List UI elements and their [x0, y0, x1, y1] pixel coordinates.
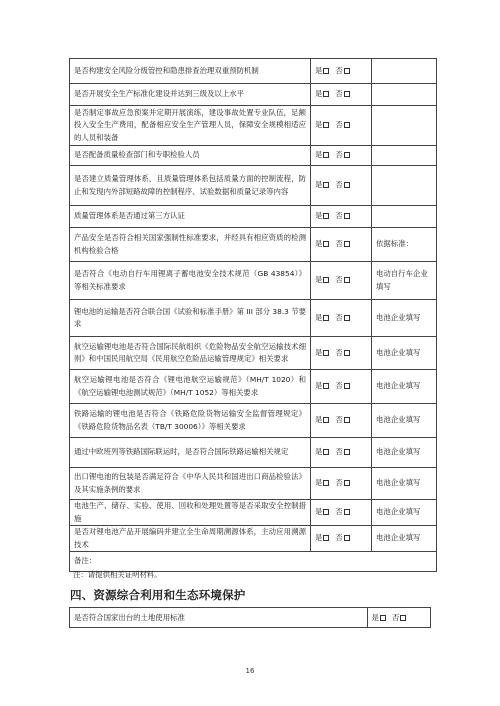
yes-no-choice — [367, 608, 430, 628]
no-label: 否 — [335, 447, 343, 457]
checklist-row — [70, 404, 437, 438]
checklist-row — [70, 438, 437, 468]
checklist-row — [70, 146, 437, 166]
question-cell: 是否制定事故应急预案并定期开展演练，建设事故处置专业队伍，足额投入安全生产费用，配备相应安全生产管理人员，保障安全规模相适应的人员和装备 — [70, 106, 311, 146]
yes-checkbox[interactable] — [323, 122, 329, 128]
note-cell: 电动自行车企业填写 — [372, 262, 437, 300]
no-label: 否 — [335, 347, 343, 357]
checklist-row — [70, 370, 437, 404]
note-cell: 电池企业填写 — [372, 468, 437, 500]
yes-no-choice — [311, 206, 372, 228]
yes-checkbox[interactable] — [323, 535, 329, 541]
no-checkbox[interactable] — [344, 350, 350, 356]
note-cell — [372, 84, 437, 106]
note-cell: 依据标准： — [372, 228, 437, 262]
checklist-row — [70, 106, 437, 146]
checklist-row — [70, 300, 437, 337]
question-cell: 是否对锂电池产品开展编码并建立全生命周期溯源体系，主动应用溯源技术 — [70, 526, 311, 552]
yes-checkbox[interactable] — [323, 241, 329, 247]
note-cell — [372, 59, 437, 84]
note-cell: 电池企业填写 — [372, 370, 437, 404]
note-cell — [372, 106, 437, 146]
note-cell: 电池企业填写 — [372, 526, 437, 552]
note-cell: 电池企业填写 — [372, 337, 437, 370]
page-number: 16 — [245, 667, 255, 675]
no-checkbox[interactable] — [344, 383, 350, 389]
no-checkbox[interactable] — [344, 213, 350, 219]
no-label: 否 — [335, 120, 343, 130]
yes-label: 是 — [315, 239, 323, 249]
yes-no-choice — [311, 370, 372, 404]
question-cell: 产品安全是否符合相关国家强制性标准要求，并经具有相应资质的检测机构检验合格 — [70, 228, 311, 262]
yes-label: 是 — [315, 150, 323, 160]
question-cell: 是否建立质量管理体系，且质量管理体系包括质量方面的控制流程，防止和发现内外部短路故障的控制程序、试验数据和质量记录等内容 — [70, 166, 311, 206]
no-label: 否 — [335, 89, 343, 99]
note-cell — [372, 166, 437, 206]
question-cell: 是否配备质量检查部门和专职检验人员 — [70, 146, 311, 166]
question-cell: 是否构建安全风险分级管控和隐患排查治理双重预防机制 — [70, 59, 311, 84]
note-cell: 电池企业填写 — [372, 404, 437, 438]
no-checkbox[interactable] — [344, 122, 350, 128]
note-cell — [372, 146, 437, 166]
yes-no-choice — [311, 404, 372, 438]
yes-checkbox[interactable] — [323, 509, 329, 515]
yes-label: 是 — [315, 275, 323, 285]
checklist-table — [69, 58, 437, 572]
no-checkbox[interactable] — [344, 277, 350, 283]
no-label: 否 — [335, 415, 343, 425]
no-checkbox[interactable] — [344, 535, 350, 541]
checklist-row — [70, 500, 437, 526]
land-use-table — [69, 607, 431, 628]
yes-no-choice — [311, 146, 372, 166]
checklist-row — [70, 262, 437, 300]
checklist-row — [70, 206, 437, 228]
yes-no-choice — [311, 166, 372, 206]
yes-label: 是 — [315, 415, 323, 425]
question-cell: 锂电池的运输是否符合联合国《试验和标准手册》第 III 部分 38.3 节要求 — [70, 300, 311, 337]
yes-no-choice — [311, 438, 372, 468]
question-cell: 铁路运输的锂电池是否符合《铁路危险货物运输安全监督管理规定》《铁路危险货物品名表（TB/T 30006）》等相关要求 — [70, 404, 311, 438]
yes-label: 是 — [315, 180, 323, 190]
question-cell: 是否开展安全生产标准化建设并达到三级及以上水平 — [70, 84, 311, 106]
yes-label: 是 — [315, 312, 323, 322]
land-row — [70, 608, 431, 628]
yes-checkbox[interactable] — [323, 350, 329, 356]
yes-no-choice — [311, 337, 372, 370]
no-checkbox[interactable] — [344, 417, 350, 423]
question-cell: 质量管理体系是否通过第三方认证 — [70, 206, 311, 228]
no-label: 否 — [335, 65, 343, 75]
yes-label: 是 — [371, 613, 379, 622]
yes-no-choice — [311, 500, 372, 526]
yes-no-choice — [311, 228, 372, 262]
yes-no-choice — [311, 84, 372, 106]
no-label: 否 — [335, 507, 343, 517]
question-cell: 电池生产、储存、实验、使用、回收和处理处置等是否采取安全控制措施 — [70, 500, 311, 526]
no-checkbox[interactable] — [344, 449, 350, 455]
yes-no-choice — [311, 106, 372, 146]
yes-label: 是 — [315, 507, 323, 517]
yes-label: 是 — [315, 65, 323, 75]
yes-label: 是 — [315, 478, 323, 488]
yes-no-choice — [311, 468, 372, 500]
yes-checkbox[interactable] — [323, 68, 329, 74]
question-cell: 航空运输锂电池是否符合国际民航组织《危险物品安全航空运输技术细则》和中国民用航空局《民用航空危险品运输管理规定》相关要求 — [70, 337, 311, 370]
yes-label: 是 — [315, 89, 323, 99]
no-label: 否 — [335, 239, 343, 249]
question-cell: 航空运输锂电池是否符合《锂电池航空运输规范》（MH/T 1020）和《航空运输锂电池测试规范》（MH/T 1052）等相关要求 — [70, 370, 311, 404]
yes-label: 是 — [315, 120, 323, 130]
yes-no-choice — [311, 262, 372, 300]
checklist-row — [70, 526, 437, 552]
yes-checkbox[interactable] — [323, 91, 329, 97]
yes-checkbox[interactable] — [323, 213, 329, 219]
yes-checkbox[interactable] — [323, 315, 329, 321]
yes-checkbox[interactable] — [380, 615, 386, 621]
yes-no-choice — [311, 59, 372, 84]
yes-checkbox[interactable] — [323, 449, 329, 455]
no-checkbox[interactable] — [344, 91, 350, 97]
no-checkbox[interactable] — [344, 182, 350, 188]
question-cell: 通过中欧班列等铁路国际联运时，是否符合国际铁路运输相关规定 — [70, 438, 311, 468]
no-checkbox[interactable] — [344, 509, 350, 515]
no-label: 否 — [391, 613, 400, 622]
yes-label: 是 — [315, 347, 323, 357]
no-label: 否 — [335, 180, 343, 190]
no-checkbox[interactable] — [400, 615, 406, 621]
yes-no-choice — [311, 300, 372, 337]
no-label: 否 — [335, 381, 343, 391]
note-cell: 电池企业填写 — [372, 438, 437, 468]
question-cell: 是否符合国家出台的土地使用标准 — [70, 608, 368, 628]
question-cell: 出口锂电池的包装是否满足符合《中华人民共和国进出口商品检验法》及其实施条例的要求 — [70, 468, 311, 500]
note-cell — [372, 206, 437, 228]
footnote: 注：请提供相关证明材料。 — [73, 570, 162, 579]
no-label: 否 — [335, 150, 343, 160]
yes-no-choice — [311, 526, 372, 552]
no-label: 否 — [335, 211, 343, 221]
note-cell: 电池企业填写 — [372, 300, 437, 337]
checklist-row — [70, 337, 437, 370]
no-checkbox[interactable] — [344, 68, 350, 74]
no-checkbox[interactable] — [344, 152, 350, 158]
yes-label: 是 — [315, 447, 323, 457]
no-checkbox[interactable] — [344, 315, 350, 321]
no-checkbox[interactable] — [344, 241, 350, 247]
yes-checkbox[interactable] — [323, 480, 329, 486]
yes-label: 是 — [315, 533, 323, 543]
section-heading: 四、资源综合利用和生态环境保护 — [70, 588, 246, 602]
yes-checkbox[interactable] — [323, 383, 329, 389]
no-label: 否 — [335, 275, 343, 285]
no-label: 否 — [335, 533, 343, 543]
question-cell: 是否符合《电动自行车用锂离子蓄电池安全技术规范（GB 43854）》等相关标准要求 — [70, 262, 311, 300]
checklist-row — [70, 468, 437, 500]
yes-checkbox[interactable] — [323, 152, 329, 158]
yes-label: 是 — [315, 381, 323, 391]
no-label: 否 — [335, 312, 343, 322]
yes-label: 是 — [315, 211, 323, 221]
no-checkbox[interactable] — [344, 480, 350, 486]
checklist-row — [70, 228, 437, 262]
checklist-row — [70, 84, 437, 106]
note-cell: 电池企业填写 — [372, 500, 437, 526]
checklist-row — [70, 59, 437, 84]
yes-checkbox[interactable] — [323, 182, 329, 188]
yes-checkbox[interactable] — [323, 277, 329, 283]
remarks-cell[interactable]: 备注： — [70, 552, 437, 572]
checklist-row — [70, 166, 437, 206]
yes-checkbox[interactable] — [323, 417, 329, 423]
no-label: 否 — [335, 478, 343, 488]
